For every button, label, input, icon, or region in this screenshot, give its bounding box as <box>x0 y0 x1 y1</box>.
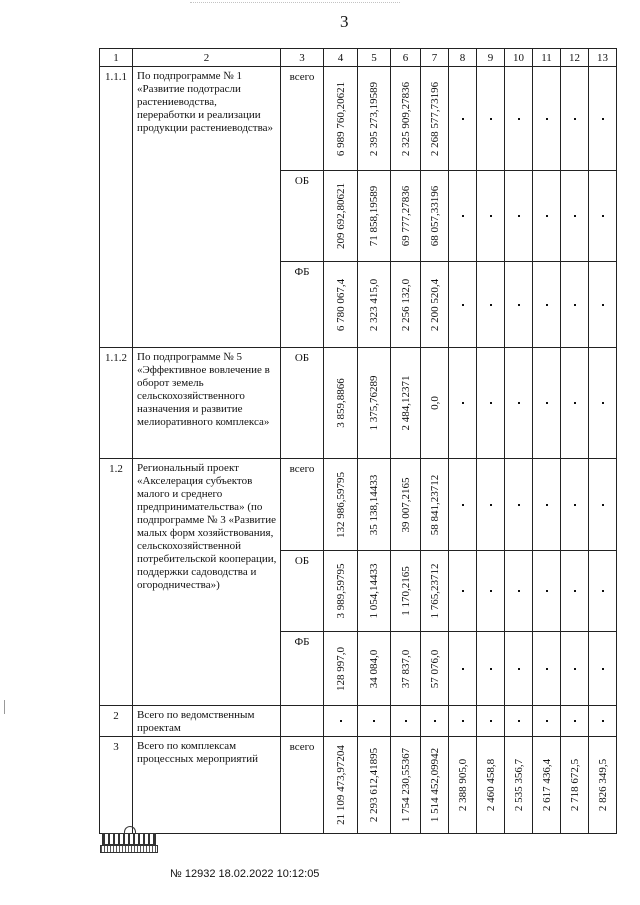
dash-mark <box>462 504 464 506</box>
empty-cell <box>421 706 449 737</box>
col-header: 9 <box>477 49 505 67</box>
value: 69 777,27836 <box>399 185 412 247</box>
dash-mark <box>602 402 604 404</box>
funding-source: ФБ <box>281 262 324 348</box>
value: 37 837,0 <box>399 649 412 688</box>
value-cell <box>324 632 358 706</box>
dash-mark <box>518 402 520 404</box>
value-cell <box>324 262 358 348</box>
table-row <box>100 67 617 171</box>
value-cell <box>391 67 421 171</box>
empty-cell <box>449 551 477 632</box>
value: 2 293 612,41895 <box>368 747 380 823</box>
value-cell <box>421 551 449 632</box>
value-cell <box>421 262 449 348</box>
empty-cell <box>505 706 533 737</box>
dash-mark <box>490 402 492 404</box>
value-cell <box>324 551 358 632</box>
empty-cell <box>449 67 477 171</box>
empty-cell <box>449 171 477 262</box>
value: 1 170,2165 <box>399 566 412 616</box>
empty-cell <box>533 706 561 737</box>
dash-mark <box>546 504 548 506</box>
dash-mark <box>490 668 492 670</box>
scan-noise <box>190 2 400 11</box>
value: 6 989 760,20621 <box>334 81 347 156</box>
empty-cell <box>505 632 533 706</box>
empty-cell <box>533 551 561 632</box>
empty-cell <box>589 348 617 459</box>
dash-mark <box>574 118 576 120</box>
col-header: 5 <box>358 49 391 67</box>
col-header: 10 <box>505 49 533 67</box>
dash-mark <box>546 590 548 592</box>
dash-mark <box>462 590 464 592</box>
value: 2 200 520,4 <box>428 278 441 331</box>
col-header: 1 <box>100 49 133 67</box>
empty-cell <box>589 706 617 737</box>
value: 6 780 067,4 <box>334 278 347 331</box>
dash-mark <box>602 720 604 722</box>
dash-mark <box>574 304 576 306</box>
value-cell <box>358 348 391 459</box>
value-cell <box>391 632 421 706</box>
empty-cell <box>561 348 589 459</box>
empty-cell <box>561 459 589 551</box>
dash-mark <box>574 590 576 592</box>
page-number: 3 <box>340 12 349 31</box>
value-cell <box>324 348 358 459</box>
row-code: 1.2 <box>100 459 133 706</box>
value-cell <box>358 737 391 834</box>
value: 2 388 905,0 <box>456 758 469 812</box>
value: 2 617 436,4 <box>540 758 553 812</box>
dash-mark <box>574 215 576 217</box>
col-header: 6 <box>391 49 421 67</box>
funding-source: ФБ <box>281 632 324 706</box>
empty-cell <box>505 171 533 262</box>
value-cell <box>324 171 358 262</box>
value: 0,0 <box>428 396 441 410</box>
row-code: 1.1.1 <box>100 67 133 348</box>
dash-mark <box>602 590 604 592</box>
value: 2 395 273,19589 <box>368 81 380 156</box>
value: 2 268 577,73196 <box>428 81 441 156</box>
value: 1 375,76289 <box>368 375 380 431</box>
value-cell <box>391 737 421 834</box>
dash-mark <box>518 215 520 217</box>
value: 1 765,23712 <box>428 563 441 619</box>
value: 209 692,80621 <box>334 183 347 249</box>
dash-mark <box>405 720 407 722</box>
value-cell <box>421 632 449 706</box>
value-cell <box>533 737 561 834</box>
dash-mark <box>574 504 576 506</box>
empty-cell <box>589 262 617 348</box>
empty-cell <box>449 459 477 551</box>
header-row <box>100 49 617 67</box>
dash-mark <box>462 668 464 670</box>
col-header: 12 <box>561 49 589 67</box>
empty-cell <box>505 262 533 348</box>
col-header: 4 <box>324 49 358 67</box>
value-cell <box>391 348 421 459</box>
margin-mark <box>4 700 5 714</box>
funding-source: ОБ <box>281 348 324 459</box>
row-name: Региональный проект «Акселерация субъектов малого и среднего предпринимательства» (по подпрограмме № 3 «Развитие малых форм хозяйствования, сельскохозяйственной потребительской кооперации, поддержки садоводства и огородничества») <box>133 459 281 706</box>
dash-mark <box>546 720 548 722</box>
table-row <box>100 348 617 459</box>
value: 39 007,2165 <box>399 477 412 532</box>
table-row <box>100 737 617 834</box>
government-building-icon <box>100 826 158 854</box>
funding-source: всего <box>281 737 324 834</box>
col-header: 8 <box>449 49 477 67</box>
empty-cell <box>477 551 505 632</box>
footer-logo <box>100 826 158 854</box>
dash-mark <box>490 215 492 217</box>
dash-mark <box>373 720 375 722</box>
value: 2 323 415,0 <box>368 278 380 331</box>
value-cell <box>358 67 391 171</box>
budget-table <box>99 48 617 834</box>
dash-mark <box>574 720 576 722</box>
value-cell <box>358 171 391 262</box>
table-row <box>100 459 617 551</box>
dash-mark <box>518 720 520 722</box>
dash-mark <box>574 402 576 404</box>
value-cell <box>324 459 358 551</box>
dash-mark <box>602 118 604 120</box>
value: 57 076,0 <box>428 649 441 688</box>
empty-cell <box>589 459 617 551</box>
value-cell <box>358 459 391 551</box>
empty-cell <box>561 262 589 348</box>
empty-cell <box>358 706 391 737</box>
row-name: По подпрограмме № 5 «Эффективное вовлечение в оборот земель сельскохозяйственного назначения и развитие мелиоративного комплекса» <box>133 348 281 459</box>
value: 1 054,14433 <box>368 563 380 619</box>
dash-mark <box>518 304 520 306</box>
empty-cell <box>477 171 505 262</box>
dash-mark <box>462 304 464 306</box>
empty-cell <box>533 262 561 348</box>
value: 34 084,0 <box>368 649 380 688</box>
empty-cell <box>561 632 589 706</box>
empty-cell <box>449 706 477 737</box>
dash-mark <box>546 118 548 120</box>
empty-cell <box>324 706 358 737</box>
value-cell <box>421 459 449 551</box>
empty-cell <box>561 67 589 171</box>
empty-cell <box>477 67 505 171</box>
row-name: Всего по комплексам процессных мероприятий <box>133 737 281 834</box>
dash-mark <box>434 720 436 722</box>
funding-source: всего <box>281 67 324 171</box>
row-code: 3 <box>100 737 133 834</box>
empty-cell <box>281 706 324 737</box>
value-cell <box>477 737 505 834</box>
row-code: 2 <box>100 706 133 737</box>
empty-cell <box>533 171 561 262</box>
value-cell <box>421 171 449 262</box>
dash-mark <box>462 402 464 404</box>
value-cell <box>324 737 358 834</box>
empty-cell <box>589 171 617 262</box>
dash-mark <box>518 590 520 592</box>
value: 21 109 473,97204 <box>334 745 347 825</box>
empty-cell <box>477 348 505 459</box>
row-name: По подпрограмме № 1 «Развитие подотрасли растениеводства, переработки и реализации продукции растениеводства» <box>133 67 281 348</box>
value: 2 325 909,27836 <box>399 81 412 156</box>
value-cell <box>421 737 449 834</box>
empty-cell <box>533 348 561 459</box>
value: 1 754 230,55367 <box>399 747 412 823</box>
empty-cell <box>477 632 505 706</box>
empty-cell <box>561 706 589 737</box>
empty-cell <box>505 348 533 459</box>
funding-source: всего <box>281 459 324 551</box>
table-row <box>100 706 617 737</box>
dash-mark <box>490 720 492 722</box>
dash-mark <box>546 668 548 670</box>
row-name: Всего по ведомственным проектам <box>133 706 281 737</box>
empty-cell <box>589 551 617 632</box>
empty-cell <box>561 171 589 262</box>
empty-cell <box>477 262 505 348</box>
dash-mark <box>462 215 464 217</box>
dash-mark <box>490 590 492 592</box>
value: 132 986,59795 <box>334 471 347 538</box>
empty-cell <box>449 632 477 706</box>
empty-cell <box>477 706 505 737</box>
funding-source: ОБ <box>281 551 324 632</box>
empty-cell <box>561 551 589 632</box>
value-cell <box>449 737 477 834</box>
value-cell <box>358 262 391 348</box>
dash-mark <box>546 304 548 306</box>
value-cell <box>391 551 421 632</box>
value-cell <box>391 262 421 348</box>
empty-cell <box>505 459 533 551</box>
value-cell <box>324 67 358 171</box>
dash-mark <box>602 215 604 217</box>
dash-mark <box>518 504 520 506</box>
dash-mark <box>546 215 548 217</box>
col-header: 7 <box>421 49 449 67</box>
empty-cell <box>533 67 561 171</box>
value-cell <box>391 459 421 551</box>
row-code: 1.1.2 <box>100 348 133 459</box>
value-cell <box>358 632 391 706</box>
dash-mark <box>462 118 464 120</box>
dash-mark <box>490 118 492 120</box>
col-header: 11 <box>533 49 561 67</box>
empty-cell <box>589 67 617 171</box>
value: 2 826 349,5 <box>596 758 609 812</box>
dash-mark <box>546 402 548 404</box>
value: 35 138,14433 <box>368 474 380 535</box>
value-cell <box>589 737 617 834</box>
value: 2 256 132,0 <box>399 278 412 331</box>
value: 2 718 672,5 <box>568 758 581 812</box>
col-header: 3 <box>281 49 324 67</box>
value: 3 859,8866 <box>334 378 347 428</box>
value: 1 514 452,09942 <box>428 747 441 823</box>
empty-cell <box>533 632 561 706</box>
funding-source: ОБ <box>281 171 324 262</box>
empty-cell <box>477 459 505 551</box>
dash-mark <box>518 118 520 120</box>
dash-mark <box>602 304 604 306</box>
value-cell <box>421 348 449 459</box>
dash-mark <box>602 504 604 506</box>
value: 68 057,33196 <box>428 185 441 247</box>
empty-cell <box>391 706 421 737</box>
empty-cell <box>505 551 533 632</box>
empty-cell <box>449 262 477 348</box>
empty-cell <box>533 459 561 551</box>
value: 2 460 458,8 <box>484 758 497 812</box>
value-cell <box>421 67 449 171</box>
empty-cell <box>505 67 533 171</box>
document-stamp: № 12932 18.02.2022 10:12:05 <box>170 868 320 880</box>
value-cell <box>358 551 391 632</box>
value-cell <box>561 737 589 834</box>
value: 3 989,59795 <box>334 563 347 619</box>
value: 58 841,23712 <box>428 474 441 535</box>
dash-mark <box>574 668 576 670</box>
dash-mark <box>602 668 604 670</box>
empty-cell <box>449 348 477 459</box>
value: 2 484,12371 <box>399 375 412 431</box>
col-header: 2 <box>133 49 281 67</box>
dash-mark <box>462 720 464 722</box>
empty-cell <box>589 632 617 706</box>
dash-mark <box>518 668 520 670</box>
dash-mark <box>490 304 492 306</box>
value: 2 535 356,7 <box>512 758 525 812</box>
dash-mark <box>340 720 342 722</box>
value-cell <box>391 171 421 262</box>
value: 128 997,0 <box>334 646 347 691</box>
col-header: 13 <box>589 49 617 67</box>
dash-mark <box>490 504 492 506</box>
value: 71 858,19589 <box>368 185 380 247</box>
value-cell <box>505 737 533 834</box>
